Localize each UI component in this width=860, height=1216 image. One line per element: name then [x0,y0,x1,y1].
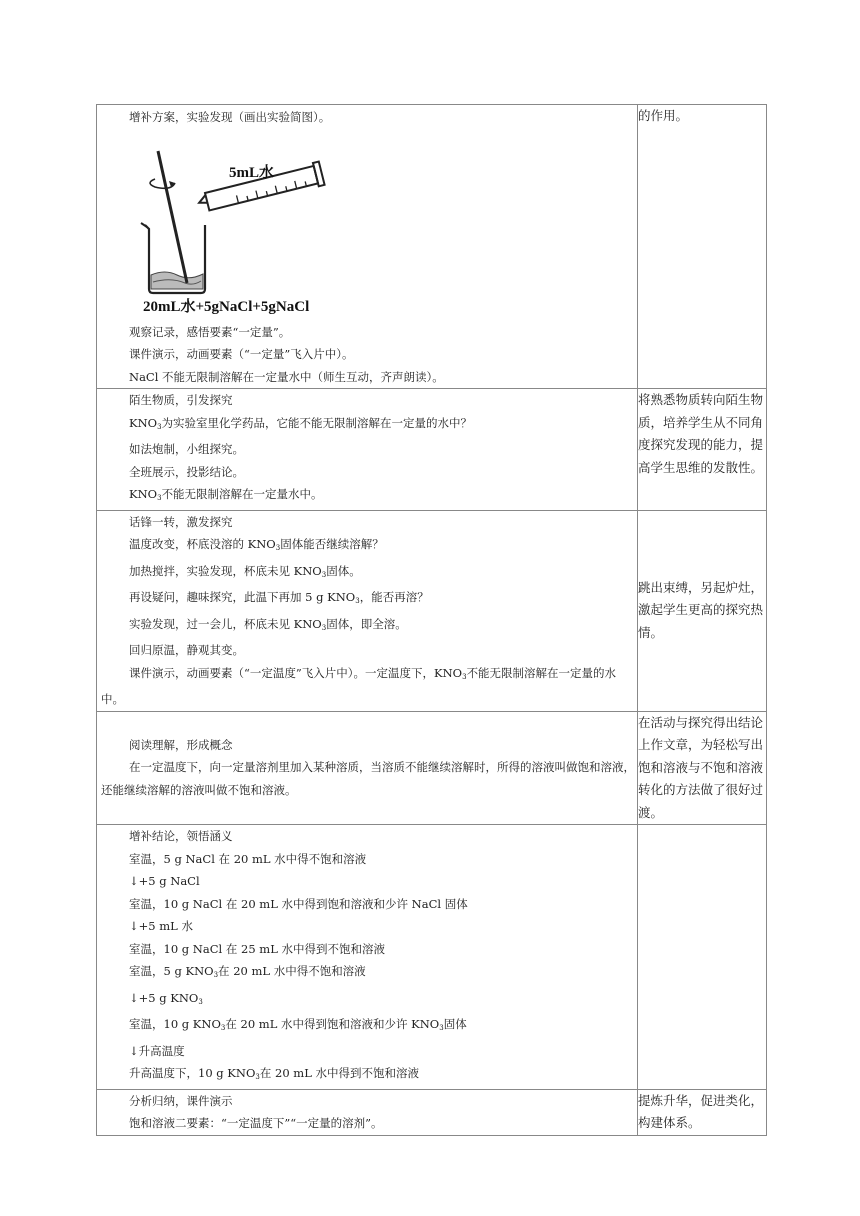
purpose-cell: 将熟悉物质转向陌生物质，培养学生从不同角度探究发现的能力，提高学生思维的发散性。 [638,389,767,511]
activity-cell [97,825,638,1090]
text-line: ↓+5 g NaCl [129,874,200,888]
activity-cell [97,389,638,511]
text-line: 课件演示，动画要素（“一定量”飞入片中）。 [129,347,354,361]
text-line: 阅读理解，形成概念 [129,737,233,752]
text-paragraph: 在一定温度下，向一定量溶剂里加入某种溶质，当溶质不能继续溶解时，所得的溶液叫做饱和溶液，还能继续溶解的溶液叫做不饱和溶液。 [101,760,635,797]
stirring-rod-icon [158,151,187,283]
text-line: 增补结论，领悟涵义 [129,829,233,843]
table-row [97,510,767,711]
text-line: $KNO_3$不能无限制溶解在一定量水中。 [129,487,323,502]
experiment-diagram [131,143,351,315]
text-line: ↓+5 mL 水 [129,919,193,933]
text-line: 实验发现，过一会儿，杯底未见 $KNO_3$固体，即全溶。 [129,616,407,632]
text-line: 室温，5 g $KNO_3$在 20 mL 水中得不饱和溶液 [129,964,366,979]
figure-label-water: 5mL水 [229,164,275,181]
text-line: 如法炮制，小组探究。 [129,442,244,456]
purpose-cell [638,825,767,1090]
text-line: 分析归纳，课件演示 [129,1093,233,1108]
purpose-cell: 提炼升华，促进类化，构建体系。 [638,1089,767,1135]
purpose-cell: 在活动与探究得出结论上作文章，为轻松写出饱和溶液与不饱和溶液转化的方法做了很好过渡。 [638,711,767,825]
text-line: 升高温度下，10 g $KNO_3$在 20 mL 水中得到不饱和溶液 [129,1066,419,1081]
activity-cell [97,1089,638,1135]
text-line: 增补方案，实验发现（画出实验简图）。 [129,110,331,124]
text-paragraph: 课件演示，动画要素（“一定温度”飞入片中）。一定温度下，$KNO_3$不能无限制溶解在一定量的水中。 [101,665,617,706]
table-row [97,389,767,511]
table-row [97,105,767,389]
text-line: 温度改变，杯底没溶的 $KNO_3$固体能否继续溶解？ [129,537,384,552]
activity-cell [97,510,638,711]
text-line: ↓+5 g $KNO_3$ [129,990,203,1006]
lesson-plan-table [96,104,767,1136]
purpose-cell: 跳出束缚，另起炉灶，激起学生更高的探究热情。 [638,510,767,711]
text-line: 全班展示，投影结论。 [129,464,244,479]
figure-label-bottom: 20mL水+5gNaCl+5gNaCl [143,298,310,315]
text-line: 室温，5 g NaCl 在 20 mL 水中得不饱和溶液 [129,851,367,866]
table-row [97,1089,767,1135]
text-line: NaCl 不能无限制溶解在一定量水中（师生互动，齐声朗读）。 [129,369,444,384]
text-line: 话锋一转，激发探究 [129,514,233,529]
activity-cell [97,105,638,389]
table-row [97,711,767,825]
activity-cell [97,711,638,825]
text-line: 室温，10 g NaCl 在 25 mL 水中得到不饱和溶液 [129,941,385,956]
text-line: 饱和溶液二要素：“一定温度下”“一定量的溶剂”。 [129,1116,383,1130]
text-line: 回归原温，静观其变。 [129,643,244,657]
text-line: 加热搅拌，实验发现，杯底未见 $KNO_3$固体。 [129,563,361,579]
text-line: ↓升高温度 [129,1043,185,1058]
text-line: 观察记录，感悟要素“一定量”。 [129,324,291,339]
purpose-cell: 的作用。 [638,105,767,389]
text-line: 陌生物质，引发探究 [129,393,233,407]
text-line: 室温，10 g NaCl 在 20 mL 水中得到饱和溶液和少许 NaCl 固体 [129,896,468,911]
text-line: 再设疑问，趣味探究，此温下再加 5 g $KNO_3$，能否再溶？ [129,590,429,605]
table-row [97,825,767,1090]
text-line: $KNO_3$为实验室里化学药品，它能不能无限制溶解在一定量的水中？ [129,415,473,431]
text-line: 室温，10 g $KNO_3$在 20 mL 水中得到饱和溶液和少许 $KNO_3$固体 [129,1017,467,1032]
